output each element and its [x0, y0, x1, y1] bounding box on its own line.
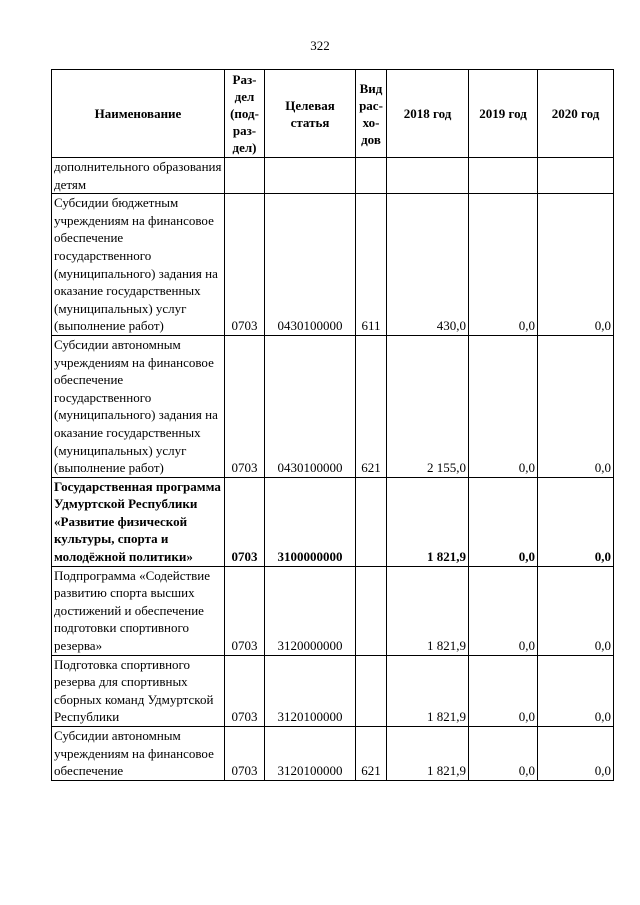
page-number: 322	[310, 38, 330, 53]
row-2018: 1 821,9	[387, 655, 469, 726]
row-name: Субсидии автономным учреждениям на финансовое обеспечение государственного (муниципального) задания на оказание государственных (муниципальных) услуг (выполнение работ)	[52, 335, 225, 477]
table-row	[52, 335, 614, 477]
row-target: 3100000000	[265, 477, 356, 566]
row-2019: 0,0	[469, 477, 538, 566]
row-expense: 611	[356, 194, 387, 336]
row-2018: 1 821,9	[387, 727, 469, 781]
row-name: Подпрограмма «Содействие развитию спорта высших достижений и обеспечение подготовки спортивного резерва»	[52, 566, 225, 655]
header-2019: 2019 год	[469, 70, 538, 158]
row-section: 0703	[225, 566, 265, 655]
row-expense: 621	[356, 335, 387, 477]
row-2020: 0,0	[538, 335, 614, 477]
header-section: Раз- дел (под- раз- дел)	[225, 70, 265, 158]
row-2020: 0,0	[538, 194, 614, 336]
row-expense: 621	[356, 727, 387, 781]
row-target: 3120100000	[265, 727, 356, 781]
row-name: дополнительного образования детям	[52, 158, 225, 194]
header-2018: 2018 год	[387, 70, 469, 158]
row-2020: 0,0	[538, 477, 614, 566]
header-2020: 2020 год	[538, 70, 614, 158]
budget-table	[51, 69, 614, 781]
row-2019: 0,0	[469, 194, 538, 336]
row-2019: 0,0	[469, 566, 538, 655]
row-section	[225, 158, 265, 194]
header-target: Целевая статья	[265, 70, 356, 158]
row-2019: 0,0	[469, 727, 538, 781]
row-2020: 0,0	[538, 655, 614, 726]
table-header-row	[52, 70, 614, 158]
row-target: 0430100000	[265, 335, 356, 477]
row-section: 0703	[225, 477, 265, 566]
row-target: 0430100000	[265, 194, 356, 336]
row-2020: 0,0	[538, 727, 614, 781]
row-expense	[356, 655, 387, 726]
row-2018: 2 155,0	[387, 335, 469, 477]
table-row	[52, 655, 614, 726]
row-2020: 0,0	[538, 566, 614, 655]
row-section: 0703	[225, 655, 265, 726]
row-name: Субсидии автономным учреждениям на финансовое обеспечение	[52, 727, 225, 781]
row-expense	[356, 477, 387, 566]
row-name: Подготовка спортивного резерва для спортивных сборных команд Удмуртской Республики	[52, 655, 225, 726]
row-name: Государственная программа Удмуртской Республики «Развитие физической культуры, спорта и молодёжной политики»	[52, 477, 225, 566]
table-row	[52, 566, 614, 655]
table-row	[52, 477, 614, 566]
row-target: 3120000000	[265, 566, 356, 655]
table-row	[52, 727, 614, 781]
table-row	[52, 158, 614, 194]
row-2018: 1 821,9	[387, 477, 469, 566]
row-2018: 1 821,9	[387, 566, 469, 655]
row-2020	[538, 158, 614, 194]
row-2019: 0,0	[469, 335, 538, 477]
row-2019: 0,0	[469, 655, 538, 726]
row-expense	[356, 566, 387, 655]
row-name: Субсидии бюджетным учреждениям на финансовое обеспечение государственного (муниципального) задания на оказание государственных (муниципальных) услуг (выполнение работ)	[52, 194, 225, 336]
row-expense	[356, 158, 387, 194]
row-2018: 430,0	[387, 194, 469, 336]
table-row	[52, 194, 614, 336]
row-section: 0703	[225, 194, 265, 336]
header-name: Наименование	[52, 70, 225, 158]
row-section: 0703	[225, 727, 265, 781]
row-target: 3120100000	[265, 655, 356, 726]
row-2018	[387, 158, 469, 194]
row-section: 0703	[225, 335, 265, 477]
row-target	[265, 158, 356, 194]
header-expense: Вид рас- хо- дов	[356, 70, 387, 158]
row-2019	[469, 158, 538, 194]
